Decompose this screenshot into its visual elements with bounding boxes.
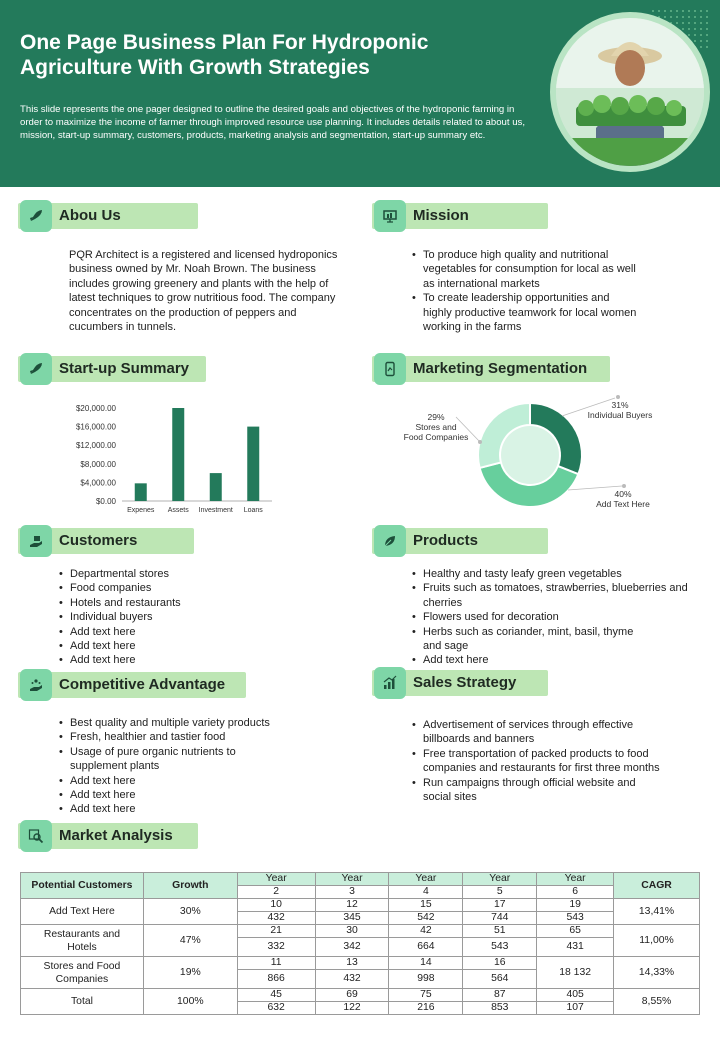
- slice-pct: 31%: [611, 400, 629, 410]
- list-item: • Fresh, healthier and tastier food: [58, 730, 318, 744]
- list-item: • Healthy and tasty leafy green vegetables: [411, 567, 701, 581]
- about-title: Abou Us: [59, 207, 121, 224]
- marketing-title: Marketing Segmentation: [413, 360, 588, 377]
- list-item: • Add text here: [411, 653, 701, 667]
- table-row: [21, 957, 700, 970]
- year-number: 6: [537, 886, 614, 899]
- header-year: Year: [389, 873, 463, 886]
- list-item: • Free transportation of packed products to food companies and restaurants for first three months: [411, 747, 696, 776]
- list-item: • Add text here: [58, 639, 318, 653]
- bar-chart-svg: [60, 396, 280, 520]
- customer-name: [21, 957, 144, 989]
- list-item: • Add text here: [58, 774, 318, 788]
- list-item: • Herbs such as coriander, mint, basil, thyme and sage: [411, 625, 641, 654]
- table-cell: 51: [463, 925, 537, 938]
- list-item: • Add text here: [58, 802, 318, 816]
- leaf-icon: [374, 525, 406, 557]
- rocket-icon: [20, 353, 52, 385]
- header-year: Year: [237, 873, 315, 886]
- table-cell: 69: [315, 989, 389, 1002]
- bar-expenes: [135, 483, 147, 501]
- farmer-illustration: [556, 18, 704, 166]
- slice-pct: 40%: [614, 489, 632, 499]
- customer-name: Total: [21, 989, 144, 1015]
- cagr-value: 11,00%: [614, 925, 700, 957]
- table-header-row: [21, 873, 700, 886]
- x-tick-label: Expenes: [127, 507, 155, 514]
- market-analysis-table: [20, 872, 700, 1015]
- growth-value: 19%: [143, 957, 237, 989]
- list-item: • Departmental stores: [58, 567, 318, 581]
- list-item: • Best quality and multiple variety products: [58, 716, 318, 730]
- table-cell: 13: [315, 957, 389, 970]
- list-item: • Usage of pure organic nutrients to supplement plants: [58, 745, 268, 774]
- list-item: • To produce high quality and nutritional vegetables for consumption for local as well as international markets: [411, 248, 641, 291]
- table-row: [21, 925, 700, 938]
- donut-center: [501, 426, 559, 484]
- cagr-value: 14,33%: [614, 957, 700, 989]
- year-number: 4: [389, 886, 463, 899]
- year-number: 3: [315, 886, 389, 899]
- table-cell: 17: [463, 899, 537, 912]
- year-number: 5: [463, 886, 537, 899]
- marketing-section-header: [354, 356, 614, 382]
- table-row: [21, 989, 700, 1002]
- customer-name: Add Text Here: [21, 899, 144, 925]
- marketing-pie-chart: [390, 390, 690, 520]
- header-year: Year: [315, 873, 389, 886]
- rocket-icon: [20, 200, 52, 232]
- mission-title: Mission: [413, 207, 469, 224]
- mission-list: [411, 248, 641, 334]
- startup-bar-chart: [60, 396, 280, 520]
- table-cell-merged: 18 132: [537, 957, 614, 989]
- y-tick-label: $20,000.00: [75, 404, 116, 413]
- header-cagr: CAGR: [614, 873, 700, 899]
- bar-assets: [172, 408, 184, 501]
- table-cell: 564: [463, 970, 537, 989]
- competitive-list: [58, 716, 318, 817]
- table-cell: 542: [389, 912, 463, 925]
- customers-section-header: [0, 528, 200, 554]
- x-tick-label: Assets: [167, 507, 189, 514]
- list-item: • Hotels and restaurants: [58, 596, 318, 610]
- y-tick-label: $8,000.00: [80, 459, 116, 469]
- x-tick-label: Loans: [243, 507, 263, 514]
- growth-chart-icon: [374, 667, 406, 699]
- table-cell: 42: [389, 925, 463, 938]
- list-item: • Individual buyers: [58, 610, 318, 624]
- page-description: This slide represents the one pager designed to outline the desired goals and objectives of the hydroponic farming in order to maximize the income of farmer through improved resource use planning. It includes details related to about us, mission, start-up summary, customers, products, marketing analysis and segmentation, start-up summary etc.: [20, 104, 526, 142]
- list-item: • Food companies: [58, 581, 318, 595]
- about-text: PQR Architect is a registered and licensed hydroponics business owned by Mr. Noah Brown. The business includes growing greenery and plants with the help of latest techniques to grow nutritious food. The company concentrates on the production of peppers and cucumbers in tunnels.: [69, 249, 338, 334]
- bar-investment: [210, 473, 222, 501]
- startup-title: Start-up Summary: [59, 360, 190, 377]
- list-item: • Advertisement of services through effective billboards and banners: [411, 718, 661, 747]
- mobile-chart-icon: [374, 353, 406, 385]
- table-cell: 75: [389, 989, 463, 1002]
- sales-title: Sales Strategy: [413, 674, 517, 691]
- table-cell: 744: [463, 912, 537, 925]
- list-item: • Flowers used for decoration: [411, 610, 701, 624]
- table-cell: 14: [389, 957, 463, 970]
- slice-label: Individual Buyers: [587, 410, 653, 420]
- competitive-section-header: [0, 672, 250, 698]
- table-cell: 853: [463, 1002, 537, 1015]
- table-cell: 15: [389, 899, 463, 912]
- list-item: • Run campaigns through official website and social sites: [411, 776, 661, 805]
- list-item: • Add text here: [58, 788, 318, 802]
- list-item: • Add text here: [58, 653, 318, 667]
- table-cell: 998: [389, 970, 463, 989]
- table-cell: 432: [315, 970, 389, 989]
- products-title: Products: [413, 532, 479, 549]
- page-title: One Page Business Plan For Hydroponic Agriculture With Growth Strategies: [20, 31, 429, 79]
- table-row: [21, 899, 700, 912]
- table-cell: 342: [315, 938, 389, 957]
- table-cell: 30: [315, 925, 389, 938]
- header-year: Year: [463, 873, 537, 886]
- growth-value: 100%: [143, 989, 237, 1015]
- customer-name-text: Stores and Food Companies: [43, 960, 121, 985]
- about-section-header: [0, 203, 200, 229]
- y-tick-label: $0.00: [95, 497, 116, 506]
- table-cell: 122: [315, 1002, 389, 1015]
- table-cell: 11: [237, 957, 315, 970]
- sales-section-header: [354, 670, 554, 696]
- leader-dot: [478, 440, 482, 444]
- table-cell: 543: [463, 938, 537, 957]
- products-section-header: [354, 528, 554, 554]
- hand-giving-icon: [20, 525, 52, 557]
- table-cell: 87: [463, 989, 537, 1002]
- table-cell: 543: [537, 912, 614, 925]
- header-growth: Growth: [143, 873, 237, 899]
- header-year: Year: [537, 873, 614, 886]
- table-cell: 45: [237, 989, 315, 1002]
- table-cell: 16: [463, 957, 537, 970]
- list-item: • To create leadership opportunities and highly productive teamwork for local women working in the farms: [411, 291, 641, 334]
- leader-dot: [622, 484, 626, 488]
- leader-dot: [616, 395, 620, 399]
- customers-title: Customers: [59, 532, 138, 549]
- table-cell: 345: [315, 912, 389, 925]
- cagr-value: 13,41%: [614, 899, 700, 925]
- table-cell: 21: [237, 925, 315, 938]
- slice-pct: 29%: [427, 412, 445, 422]
- magnifier-chart-icon: [20, 820, 52, 852]
- table-cell: 632: [237, 1002, 315, 1015]
- table-cell: 65: [537, 925, 614, 938]
- startup-section-header: [0, 356, 210, 382]
- customer-name: [21, 925, 144, 957]
- growth-value: 30%: [143, 899, 237, 925]
- header-customers: Potential Customers: [21, 873, 144, 899]
- table-cell: 432: [237, 912, 315, 925]
- slice-label: Stores and: [415, 422, 457, 432]
- growth-value: 47%: [143, 925, 237, 957]
- list-item: • Fruits such as tomatoes, strawberries, blueberries and cherries: [411, 581, 701, 610]
- cagr-value: 8,55%: [614, 989, 700, 1015]
- table-cell: 19: [537, 899, 614, 912]
- y-tick-label: $12,000.00: [75, 441, 116, 451]
- x-tick-label: Investment: [198, 507, 233, 514]
- list-item: • Add text here: [58, 625, 318, 639]
- y-tick-label: $4,000.00: [80, 478, 116, 488]
- pie-chart-svg: [390, 390, 690, 520]
- table-cell: 10: [237, 899, 315, 912]
- table-cell: 866: [237, 970, 315, 989]
- hand-sparkle-icon: [20, 669, 52, 701]
- customers-list: [58, 567, 318, 668]
- table-cell: 107: [537, 1002, 614, 1015]
- table-cell: 405: [537, 989, 614, 1002]
- customer-name-text: Restaurants and Hotels: [43, 928, 121, 953]
- market-title: Market Analysis: [59, 827, 173, 844]
- presentation-icon: [374, 200, 406, 232]
- mission-section-header: [354, 203, 554, 229]
- sales-list: [411, 718, 696, 804]
- y-tick-label: $16,000.00: [75, 422, 116, 432]
- slice-label: Add Text Here: [596, 499, 650, 509]
- market-section-header: [0, 823, 210, 849]
- products-list: [411, 567, 701, 668]
- table-cell: 431: [537, 938, 614, 957]
- bar-loans: [247, 427, 259, 501]
- table-cell: 12: [315, 899, 389, 912]
- competitive-title: Competitive Advantage: [59, 676, 226, 693]
- table-cell: 664: [389, 938, 463, 957]
- farmer-photo: [550, 12, 710, 172]
- table-cell: 216: [389, 1002, 463, 1015]
- slice-label: Food Companies: [403, 432, 469, 442]
- table-cell: 332: [237, 938, 315, 957]
- year-number: 2: [237, 886, 315, 899]
